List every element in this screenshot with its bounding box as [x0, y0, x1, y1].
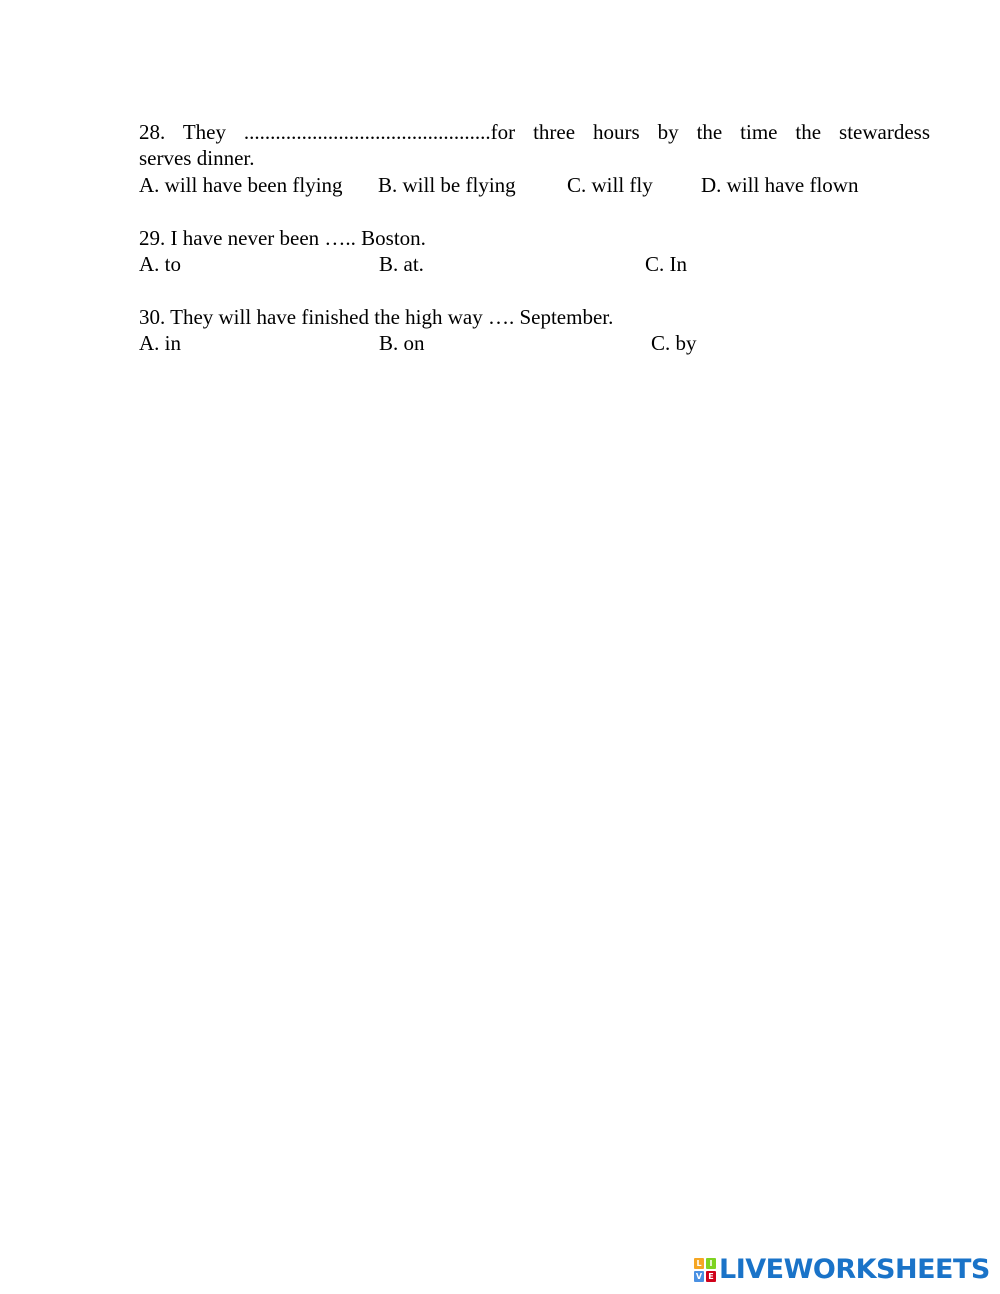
liveworksheets-logo [694, 1256, 990, 1284]
q28-option-a[interactable]: A. will have been flying [139, 173, 343, 197]
question-29-text: 29. I have never been ….. Boston. [139, 226, 426, 250]
question-28-line-1 [139, 119, 930, 145]
q30-option-a[interactable]: A. in [139, 331, 181, 355]
q28-blank: ...............................................for [243, 120, 516, 144]
q29-option-b[interactable]: B. at. [379, 252, 424, 276]
q30-option-c[interactable]: C. by [651, 331, 697, 355]
logo-text: LIVEWORKSHEETS [719, 1254, 990, 1285]
q28-word: by [657, 120, 679, 144]
q28-word: They [182, 120, 226, 144]
q28-word: the [795, 120, 822, 144]
q28-word: 28. [139, 120, 166, 144]
q28-option-c[interactable]: C. will fly [567, 173, 653, 197]
q28-word: three [533, 120, 576, 144]
q28-word: hours [593, 120, 640, 144]
logo-mark-letter: L [694, 1258, 704, 1269]
live-mark-icon [694, 1258, 716, 1282]
q28-option-d[interactable]: D. will have flown [701, 173, 859, 197]
logo-mark-letter: I [706, 1258, 716, 1269]
q28-option-b[interactable]: B. will be flying [378, 173, 516, 197]
q30-option-b[interactable]: B. on [379, 331, 425, 355]
q28-word: time [740, 120, 778, 144]
q29-option-a[interactable]: A. to [139, 252, 181, 276]
q28-word: the [696, 120, 723, 144]
q29-option-c[interactable]: C. In [645, 252, 687, 276]
logo-mark-letter: V [695, 1272, 703, 1281]
q28-word: stewardess [839, 120, 930, 144]
question-28-line-2: serves dinner. [139, 146, 255, 170]
logo-mark-letter: E [706, 1271, 716, 1282]
question-30-text: 30. They will have finished the high way …. September. [139, 305, 614, 329]
